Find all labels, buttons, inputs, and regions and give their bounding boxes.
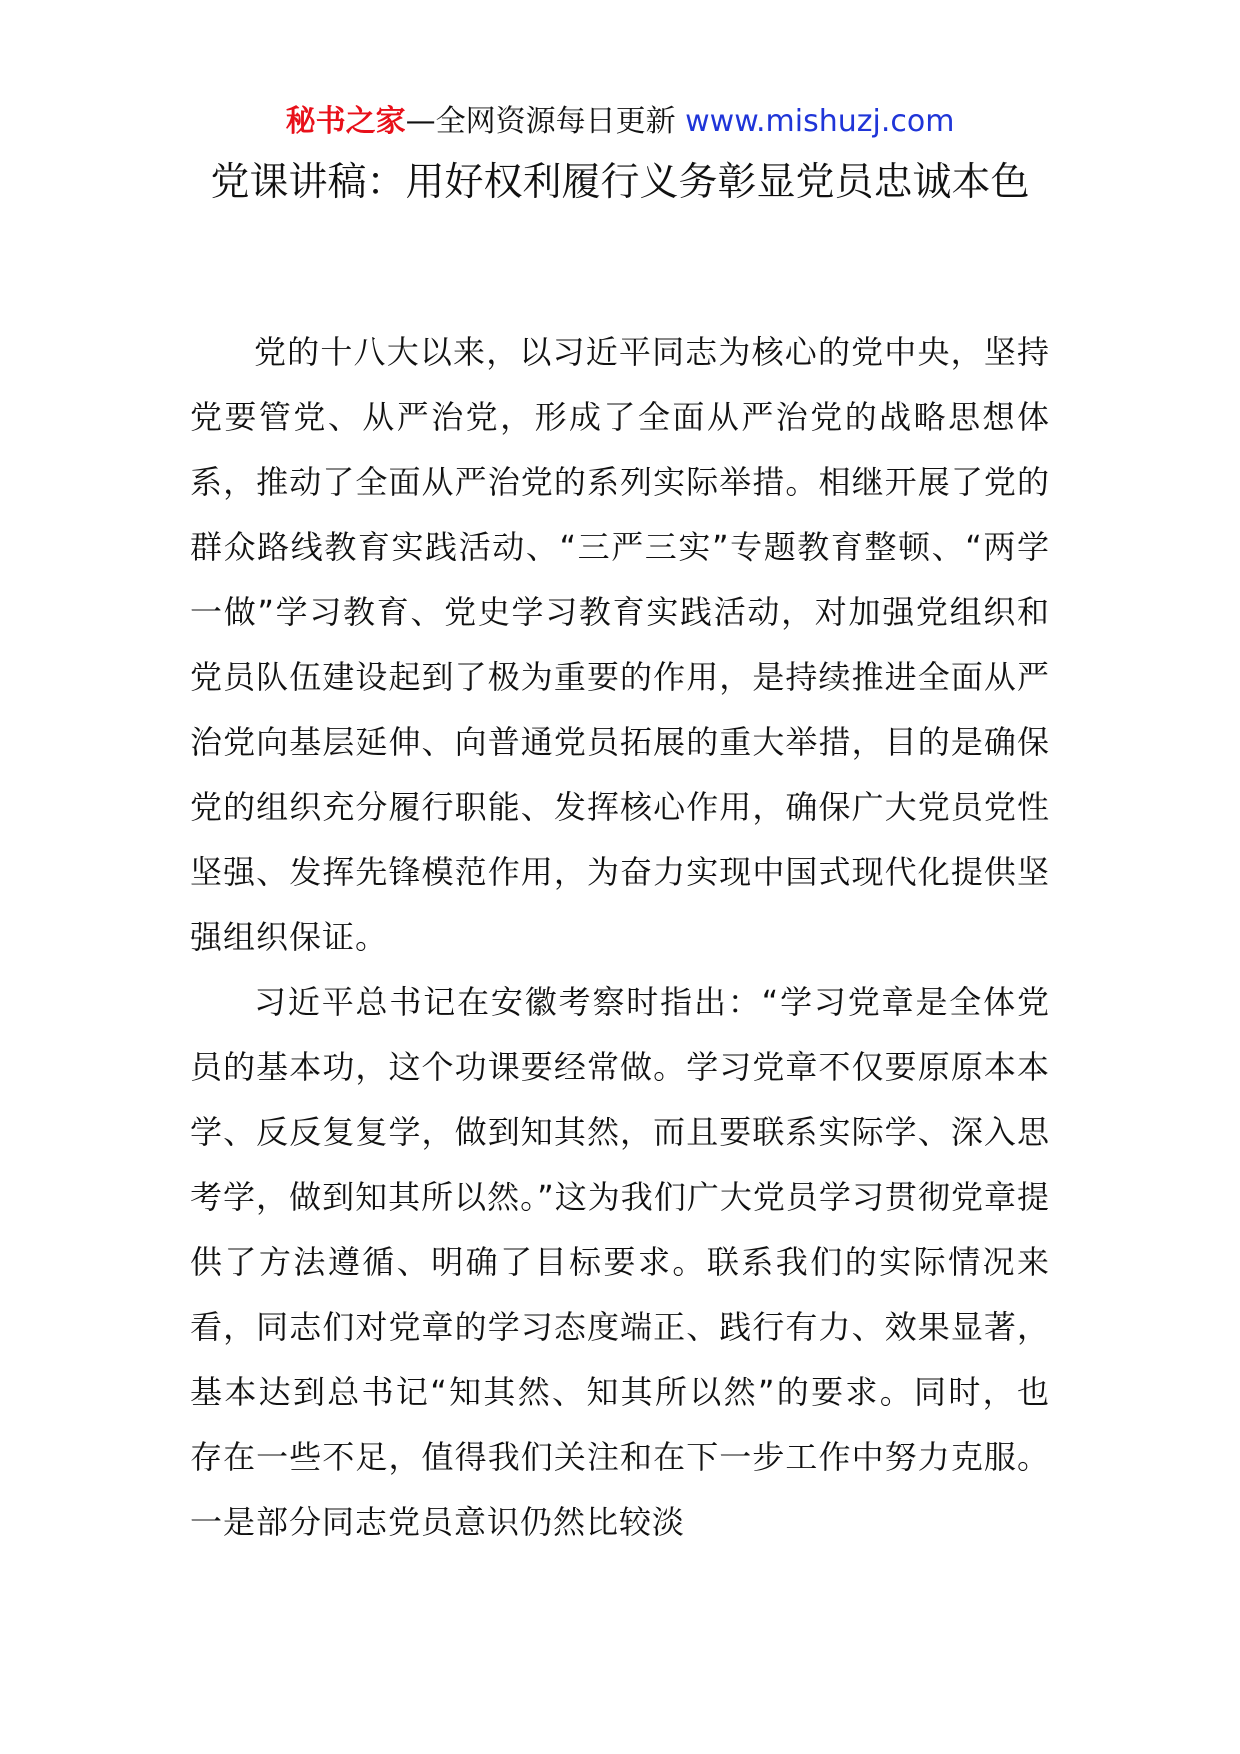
document-body (190, 320, 1050, 1555)
site-name: 秘书之家 (285, 104, 406, 139)
paragraph-2: 习近平总书记在安徽考察时指出：“学习党章是全体党员的基本功，这个功课要经常做。学习党章不仅要原原本本学、反反复复学，做到知其然，而且要联系实际学、深入思考学，做到知其所以然。”这为我们广大党员学习贯彻党章提供了方法遵循、明确了目标要求。联系我们的实际情况来看，同志们对党章的学习态度端正、践行有力、效果显著，基本达到总书记“知其然、知其所以然”的要求。同时，也存在一些不足，值得我们关注和在下一步工作中努力克服。一是部分同志党员意识仍然比较淡 (190, 983, 1050, 1541)
document-title: 党课讲稿：用好权利履行义务彰显党员忠诚本色 (210, 160, 1030, 205)
site-header (0, 100, 1240, 144)
site-url-link[interactable]: www.mishuzj.com (685, 104, 955, 139)
site-slogan: —全网资源每日更新 (405, 104, 676, 139)
paragraph-1: 党的十八大以来，以习近平同志为核心的党中央，坚持党要管党、从严治党，形成了全面从严治党的战略思想体系，推动了全面从严治党的系列实际举措。相继开展了党的群众路线教育实践活动、“三严三实”专题教育整顿、“两学一做”学习教育、党史学习教育实践活动，对加强党组织和党员队伍建设起到了极为重要的作用，是持续推进全面从严治党向基层延伸、向普通党员拓展的重大举措，目的是确保党的组织充分履行职能、发挥核心作用，确保广大党员党性坚强、发挥先锋模范作用，为奋力实现中国式现代化提供坚强组织保证。 (190, 333, 1050, 956)
